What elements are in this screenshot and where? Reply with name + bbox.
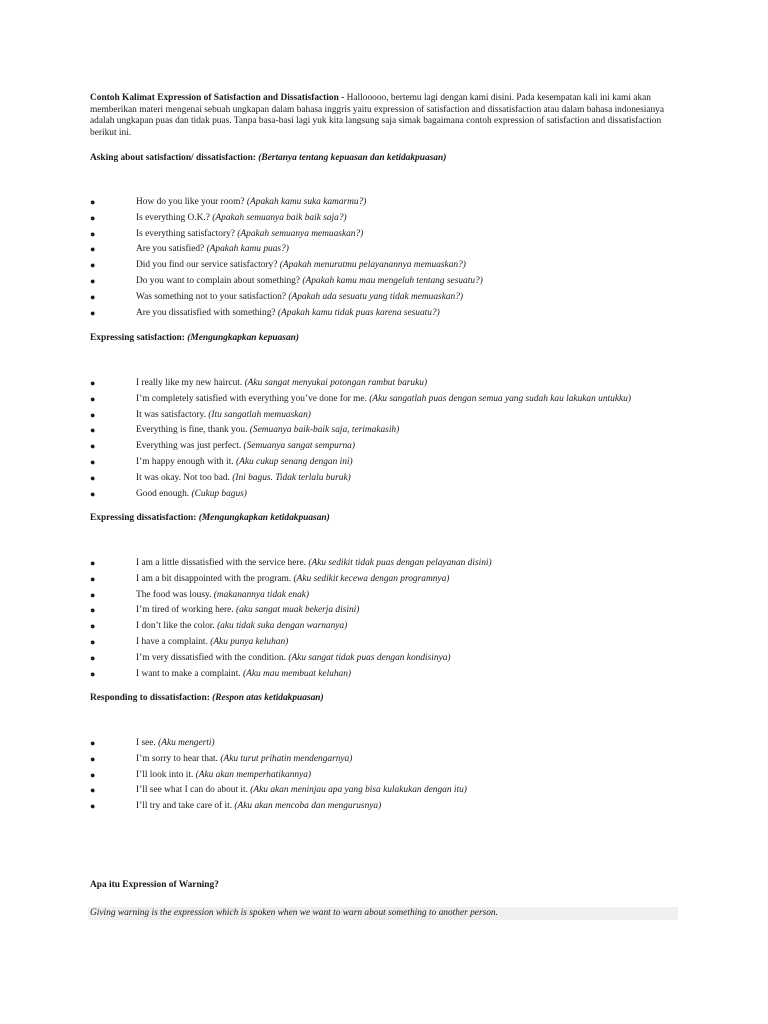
expression-translation: (Semuanya sangat sempurna) [243, 441, 355, 452]
bullet-icon: ● [90, 456, 96, 467]
expression-translation: (aku tidak suka dengan warnanya) [217, 621, 348, 632]
bullet-icon: ● [90, 307, 96, 318]
list-item-text [136, 243, 289, 255]
section-heading-translation: (Mengungkapkan ketidakpuasan) [198, 513, 330, 523]
list-item-text [136, 212, 347, 224]
expression-translation: (Aku turut prihatin mendengarnya) [220, 753, 353, 764]
expression-translation: (Apakah semuanya baik baik saja?) [212, 212, 347, 223]
bullet-icon: ● [90, 378, 96, 388]
intro-title: Contoh Kalimat Expression of Satisfaction and Dissatisfaction - [90, 93, 345, 103]
bullet-icon: ● [90, 441, 96, 452]
bullet-icon: ● [90, 409, 96, 420]
bullet-icon: ● [90, 769, 96, 780]
expression-translation: (Aku cukup senang dengan ini) [236, 456, 353, 467]
expression-translation: (Apakah kamu suka kamarmu?) [246, 197, 367, 207]
bullet-icon: ● [90, 244, 96, 255]
section-heading-satisfaction [90, 333, 299, 343]
bullet-icon: ● [90, 488, 96, 499]
expression-english: I’m happy enough with it. [136, 456, 234, 467]
list-item-text [136, 557, 492, 569]
expression-english: The food was lousy. [136, 589, 212, 600]
expression-english: It was okay. Not too bad. [136, 472, 230, 483]
list-item-text [136, 784, 467, 796]
list-item-text [136, 800, 381, 812]
bullet-icon: ● [90, 275, 96, 286]
bullet-icon: ● [90, 652, 96, 663]
intro-body: Hallooooo, bertemu lagi dengan kami disini. Pada kesempatan kali ini kami akan memberikan materi mengenai sebuah ungkapan dalam bahasa inggris yaitu expression of satisfaction and dissatisfaction atau dalam bahasa indonesianya adalah ungkapan puas dan tidak puas. Tanpa basa-basi lagi yuk kita langsung saja simak bagaimana contoh expression of satisfaction and dissatisfaction berikut ini. [90, 93, 665, 138]
expression-translation: (Aku mau membuat keluhan) [243, 668, 352, 679]
expression-translation: (Itu sangatlah memuaskan) [208, 409, 311, 420]
list-item-text [136, 409, 311, 421]
bullet-icon: ● [90, 621, 96, 632]
expression-translation: (Apakah kamu tidak puas karena sesuatu?) [277, 307, 440, 318]
expression-translation: (Apakah menurutmu pelayanannya memuaskan?) [279, 260, 466, 271]
bullet-icon: ● [90, 785, 96, 796]
expression-translation: (Semuanya baik-baik saja, terimakasih) [249, 425, 400, 436]
bullet-icon: ● [90, 291, 96, 302]
list-item-text [136, 573, 449, 585]
expression-english: Are you dissatisfied with something? [136, 307, 276, 318]
expression-english: How do you like your room? [136, 197, 245, 207]
intro-paragraph [90, 93, 678, 139]
expression-english: Did you find our service satisfactory? [136, 260, 278, 271]
expression-translation: (Aku sangat menyukai potongan rambut baruku) [244, 378, 428, 388]
expression-english: I want to make a complaint. [136, 668, 241, 679]
section-heading-text: Asking about satisfaction/ dissatisfaction: [90, 153, 256, 163]
list-item-text [136, 377, 427, 389]
list-item-text [136, 488, 247, 500]
bullet-icon: ● [90, 668, 96, 679]
list-item-text [136, 737, 215, 749]
section-heading-dissatisfaction [90, 513, 330, 523]
expression-translation: (aku sangat muak bekerja disini) [235, 605, 360, 616]
expression-english: I have a complaint. [136, 636, 208, 647]
expression-english: Is everything O.K.? [136, 212, 210, 223]
list-item-text [136, 291, 463, 303]
expression-english: Everything was just perfect. [136, 441, 242, 452]
expression-english: Is everything satisfactory? [136, 228, 235, 239]
list-item-text [136, 456, 353, 468]
expression-english: I don’t like the color. [136, 621, 215, 632]
expression-translation: (Aku sedikit kecewa dengan programnya) [293, 573, 450, 584]
expression-english: I’m very dissatisfied with the condition. [136, 652, 286, 663]
list-item-text [136, 196, 366, 208]
list-item-text [136, 769, 311, 781]
warning-definition: Giving warning is the expression which is spoken when we want to warn about something to another person. [88, 907, 678, 920]
bullet-icon: ● [90, 753, 96, 764]
bullet-icon: ● [90, 801, 96, 812]
warning-title: Apa itu Expression of Warning? [90, 880, 219, 890]
section-heading-text: Responding to dissatisfaction: [90, 693, 210, 703]
expression-translation: (Aku punya keluhan) [210, 636, 289, 647]
expression-english: I’m completely satisfied with everything you’ve done for me. [136, 393, 367, 404]
bullet-icon: ● [90, 260, 96, 271]
list-item-text [136, 259, 466, 271]
expression-english: I’ll try and take care of it. [136, 801, 233, 812]
expression-english: I’m tired of working here. [136, 605, 234, 616]
bullet-icon: ● [90, 212, 96, 223]
bullet-icon: ● [90, 228, 96, 239]
section-heading-responding [90, 693, 324, 703]
expression-translation: (Aku akan mencoba dan mengurusnya) [234, 801, 382, 812]
expression-english: Are you satisfied? [136, 244, 205, 255]
list-item-text [136, 228, 363, 240]
expression-translation: (Aku akan memperhatikannya) [195, 769, 312, 780]
section-heading-text: Expressing dissatisfaction: [90, 513, 197, 523]
expression-translation: (Cukup bagus) [191, 488, 247, 499]
expression-translation: (Apakah ada sesuatu yang tidak memuaskan?) [288, 291, 464, 302]
bullet-icon: ● [90, 573, 96, 584]
expression-english: I am a little dissatisfied with the service here. [136, 558, 306, 568]
bullet-icon: ● [90, 558, 96, 568]
list-item-text [136, 604, 359, 616]
expression-translation: (Aku sedikit tidak puas dengan pelayanan disini) [308, 558, 492, 568]
list-item-text [136, 307, 440, 319]
list-item-text [136, 620, 347, 632]
expression-translation: (Aku mengerti) [158, 738, 215, 748]
expression-translation: (Aku akan meninjau apa yang bisa kulakukan dengan itu) [250, 785, 467, 796]
expression-translation: (Aku sangatlah puas dengan semua yang sudah kau lakukan untukku) [369, 393, 631, 404]
list-item-text [136, 440, 355, 452]
section-heading-text: Expressing satisfaction: [90, 333, 185, 343]
bullet-icon: ● [90, 393, 96, 404]
expression-english: I really like my new haircut. [136, 378, 243, 388]
expression-english: I see. [136, 738, 156, 748]
expression-translation: (Aku sangat tidak puas dengan kondisinya) [288, 652, 451, 663]
list-item-text [136, 472, 351, 484]
bullet-icon: ● [90, 636, 96, 647]
bullet-icon: ● [90, 472, 96, 483]
list-item-text [136, 668, 351, 680]
list-item-text [136, 424, 399, 436]
expression-english: I’ll look into it. [136, 769, 194, 780]
expression-english: Good enough. [136, 488, 190, 499]
list-item-text [136, 393, 631, 405]
expression-translation: (Apakah kamu mau mengeluh tentang sesuatu?) [302, 275, 483, 286]
bullet-icon: ● [90, 589, 96, 600]
section-heading-translation: (Bertanya tentang kepuasan dan ketidakpuasan) [258, 153, 447, 163]
expression-english: It was satisfactory. [136, 409, 206, 420]
expression-translation: (makanannya tidak enak) [213, 589, 310, 600]
bullet-icon: ● [90, 197, 96, 207]
expression-english: I am a bit disappointed with the program. [136, 573, 292, 584]
bullet-icon: ● [90, 425, 96, 436]
expression-english: Do you want to complain about something? [136, 275, 301, 286]
expression-translation: (Apakah semuanya memuaskan?) [237, 228, 364, 239]
expression-english: I’ll see what I can do about it. [136, 785, 248, 796]
list-item-text [136, 652, 451, 664]
section-heading-translation: (Mengungkapkan kepuasan) [187, 333, 299, 343]
list-item-text [136, 275, 483, 287]
section-heading-translation: (Respon atas ketidakpuasan) [212, 693, 324, 703]
expression-english: Was something not to your satisfaction? [136, 291, 286, 302]
section-heading-asking [90, 153, 446, 163]
expression-english: I’m sorry to hear that. [136, 753, 219, 764]
list-item-text [136, 589, 309, 601]
bullet-icon: ● [90, 738, 96, 748]
expression-english: Everything is fine, thank you. [136, 425, 248, 436]
expression-translation: (Ini bagus. Tidak terlalu buruk) [232, 472, 351, 483]
list-item-text [136, 753, 352, 765]
list-item-text [136, 636, 288, 648]
expression-translation: (Apakah kamu puas?) [206, 244, 289, 255]
bullet-icon: ● [90, 605, 96, 616]
